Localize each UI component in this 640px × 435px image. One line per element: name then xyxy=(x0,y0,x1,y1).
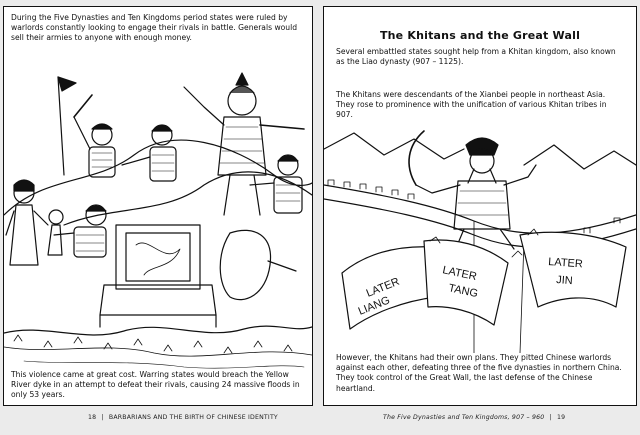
banner-later-tang-line2: TANG xyxy=(447,282,479,301)
khitan-great-wall-illustration xyxy=(324,125,636,353)
left-page xyxy=(3,6,313,406)
left-running-head: BARBARIANS AND THE BIRTH OF CHINESE IDENTITY xyxy=(108,414,278,421)
section-title: The Khitans and the Great Wall xyxy=(379,29,581,42)
left-footer: 18 | BARBARIANS AND THE BIRTH OF CHINESE IDENTITY xyxy=(88,414,278,421)
right-para-2: The Khitans were descendants of the Xianbei people in northeast Asia. They rose to prominence with the unification of various Khitan tribes in 907. xyxy=(336,90,607,120)
left-page-number: 18 xyxy=(88,414,97,421)
banner-later-liang-line2: LIANG xyxy=(356,294,392,318)
banner-later-liang-line1: LATER xyxy=(364,275,402,300)
banner-later-jin-line2: JIN xyxy=(555,274,574,288)
right-page xyxy=(323,6,637,406)
right-para-1: Several embattled states sought help from a Khitan kingdom, also known as the Liao dynasty (907 – 1125). xyxy=(336,47,616,67)
right-running-head: The Five Dynasties and Ten Kingdoms, 907 – 960 xyxy=(383,414,545,421)
banner-later-jin-line1: LATER xyxy=(547,256,584,271)
right-footer: The Five Dynasties and Ten Kingdoms, 907 – 960 | 19 xyxy=(383,414,566,421)
banner-later-tang-line1: LATER xyxy=(441,264,478,284)
warlords-battle-illustration xyxy=(4,65,312,377)
right-para-3: However, the Khitans had their own plans. They pitted Chinese warlords against each other, defeating three of the five dynasties in northern China. They took control of the Great Wall, the last defense of the Chinese heartland. xyxy=(336,353,622,393)
left-intro-caption: During the Five Dynasties and Ten Kingdoms period states were ruled by warlords constantly looking to engage their rivals in battle. Generals would sell their armies to anyone with enough money. xyxy=(11,13,298,43)
right-page-number: 19 xyxy=(557,414,566,421)
left-outro-caption: This violence came at great cost. Warring states would breach the Yellow River dyke in an attempt to defeat their rivals, causing 24 massive floods in only 53 years. xyxy=(11,370,300,400)
